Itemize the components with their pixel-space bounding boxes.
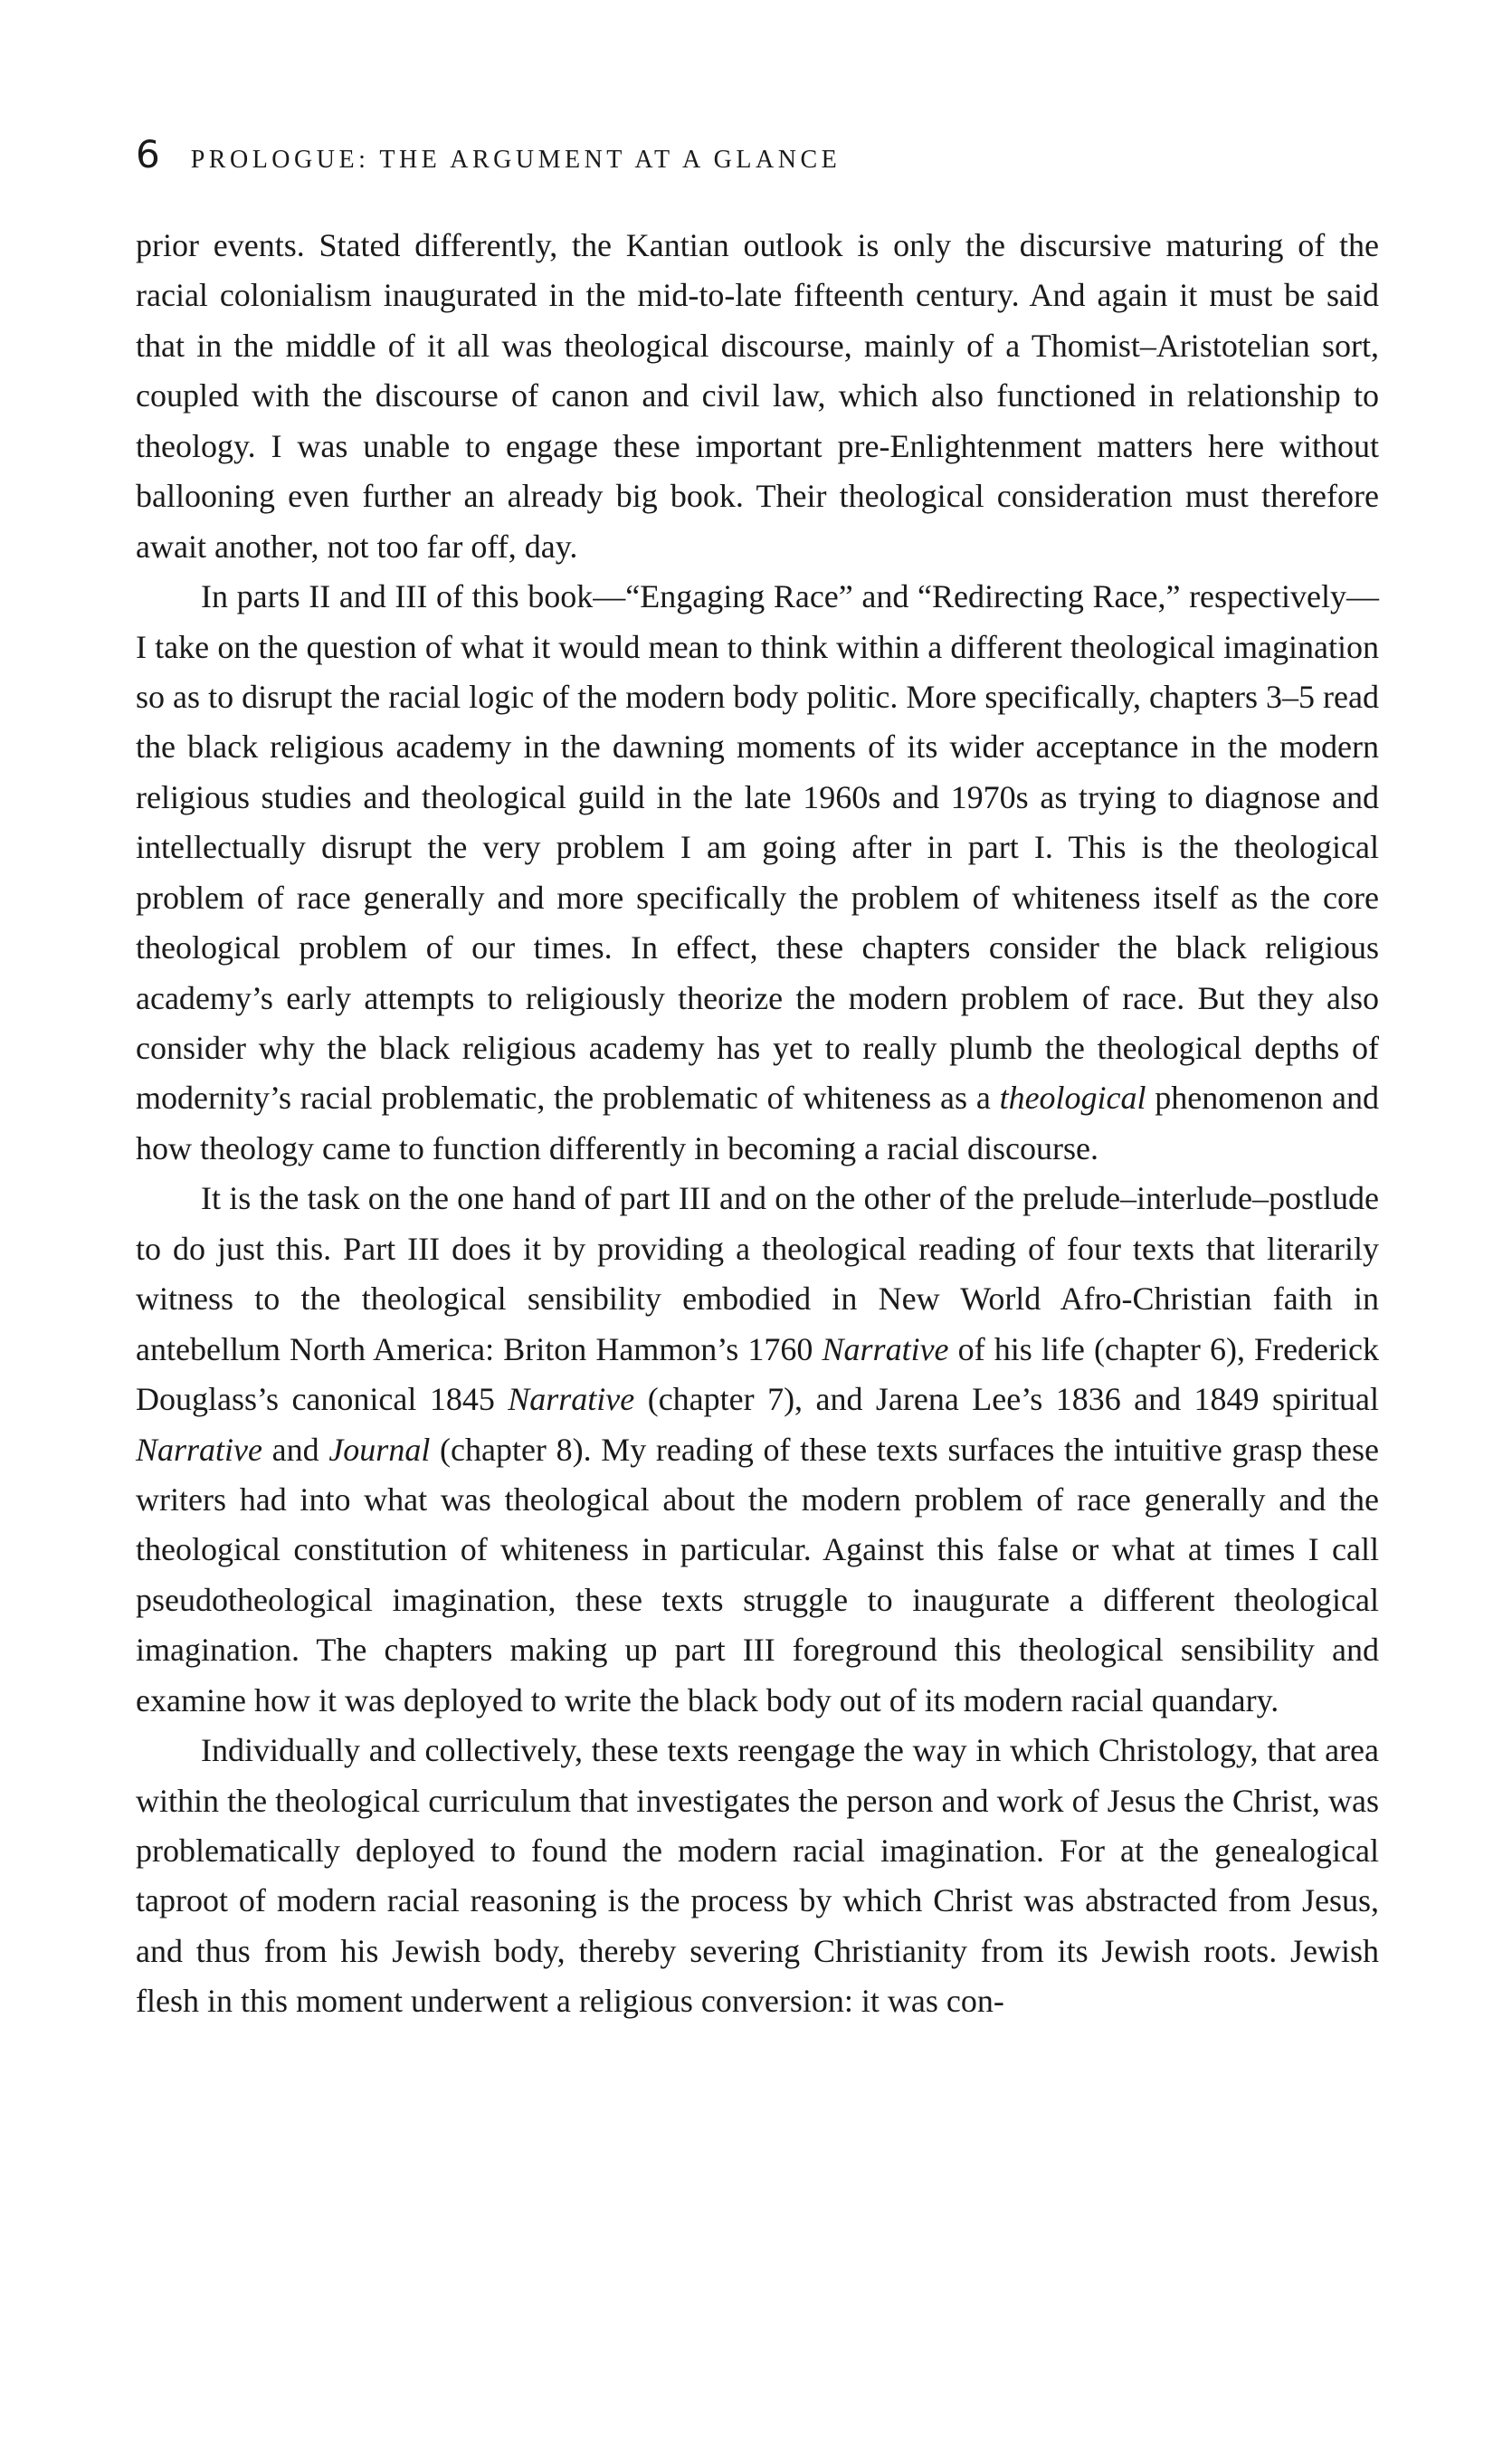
text-segment: phenomenon and how theology came to function differently in becoming a racial discourse. bbox=[136, 1080, 1379, 1166]
paragraph-part-three-task bbox=[136, 1174, 1379, 1726]
text-segment: prior events. Stated differently, the Kantian outlook is only the discursive maturing of the racial colonialism inaugurated in the mid-to-late fifteenth century. And again it must be said that in the middle of it all was theological discourse, mainly of a Thomist–Aristotelian sort, coupled with the discourse of canon and civil law, which also functioned in relationship to theology. I was unable to engage these important pre-Enlightenment matters here without ballooning even further an already big book. Their theological consideration must therefore await another, not too far off, day. bbox=[136, 227, 1379, 565]
italic-title: Narrative bbox=[822, 1330, 949, 1367]
text-segment: and bbox=[262, 1431, 329, 1468]
running-title: PROLOGUE: THE ARGUMENT AT A GLANCE bbox=[190, 146, 842, 174]
book-page bbox=[136, 132, 1380, 2027]
text-segment: It is the task on the one hand of part III and on the other of the prelude–interlude–postlude to do just this. Part III does it by providing a theological reading of four texts that literarily witness to the theological sensibility embodied in New World Afro-Christian faith in antebellum North America: Briton Hammon’s 1760 bbox=[136, 1180, 1379, 1367]
text-segment: of his life (chapter 6), Frederick Douglass’s canonical 1845 bbox=[136, 1330, 1379, 1418]
page-number: 6 bbox=[136, 132, 160, 176]
body-text bbox=[136, 221, 1379, 2027]
running-head bbox=[136, 132, 1379, 190]
text-segment: Individually and collectively, these texts reengage the way in which Christology, that area within the theological curriculum that investigates the person and work of Jesus the Christ, was problematically deployed to found the modern racial imagination. For at the genealogical taproot of modern racial reasoning is the process by which Christ was abstracted from Jesus, and thus from his Jewish body, thereby severing Christianity from its Jewish roots. Jewish flesh in this moment underwent a religious conversion: it was con- bbox=[136, 1732, 1379, 2020]
text-segment: (chapter 7), and Jarena Lee’s 1836 and 1849 spiritual bbox=[634, 1381, 1379, 1418]
text-segment: (chapter 8). My reading of these texts surfaces the intuitive grasp these writers had into what was theological about the modern problem of race generally and the theological constitution of whiteness in particular. Against this false or what at times I call pseudotheological imagination, these texts struggle to inaugurate a different theological imagination. The chapters making up part III foreground this theological sensibility and examine how it was deployed to write the black body out of its modern racial quandary. bbox=[136, 1431, 1380, 1718]
italic-title: Narrative bbox=[508, 1381, 635, 1418]
paragraph-christology bbox=[136, 1726, 1379, 2027]
italic-title: Journal bbox=[328, 1431, 431, 1468]
paragraph-parts-two-three bbox=[136, 572, 1379, 1174]
italic-title: Narrative bbox=[136, 1431, 262, 1468]
paragraph-continuation bbox=[136, 221, 1379, 572]
text-segment: In parts II and III of this book—“Engaging Race” and “Redirecting Race,” respectively—I take on the question of what it would mean to think within a different theological imagination so as to disrupt the racial logic of the modern body politic. More specifically, chapters 3–5 read the black religious academy in the dawning moments of its wider acceptance in the modern religious studies and theological guild in the late 1960s and 1970s as trying to diagnose and intellectually disrupt the very problem I am going after in part I. This is the theological problem of race generally and more specifically the problem of whiteness itself as the core theological problem of our times. In effect, these chapters consider the black religious academy’s early attempts to religiously theorize the modern problem of race. But they also consider why the black religious academy has yet to really plumb the theological depths of modernity’s racial problematic, the problematic of whiteness as a bbox=[136, 578, 1379, 1117]
italic-term: theological bbox=[999, 1080, 1146, 1117]
